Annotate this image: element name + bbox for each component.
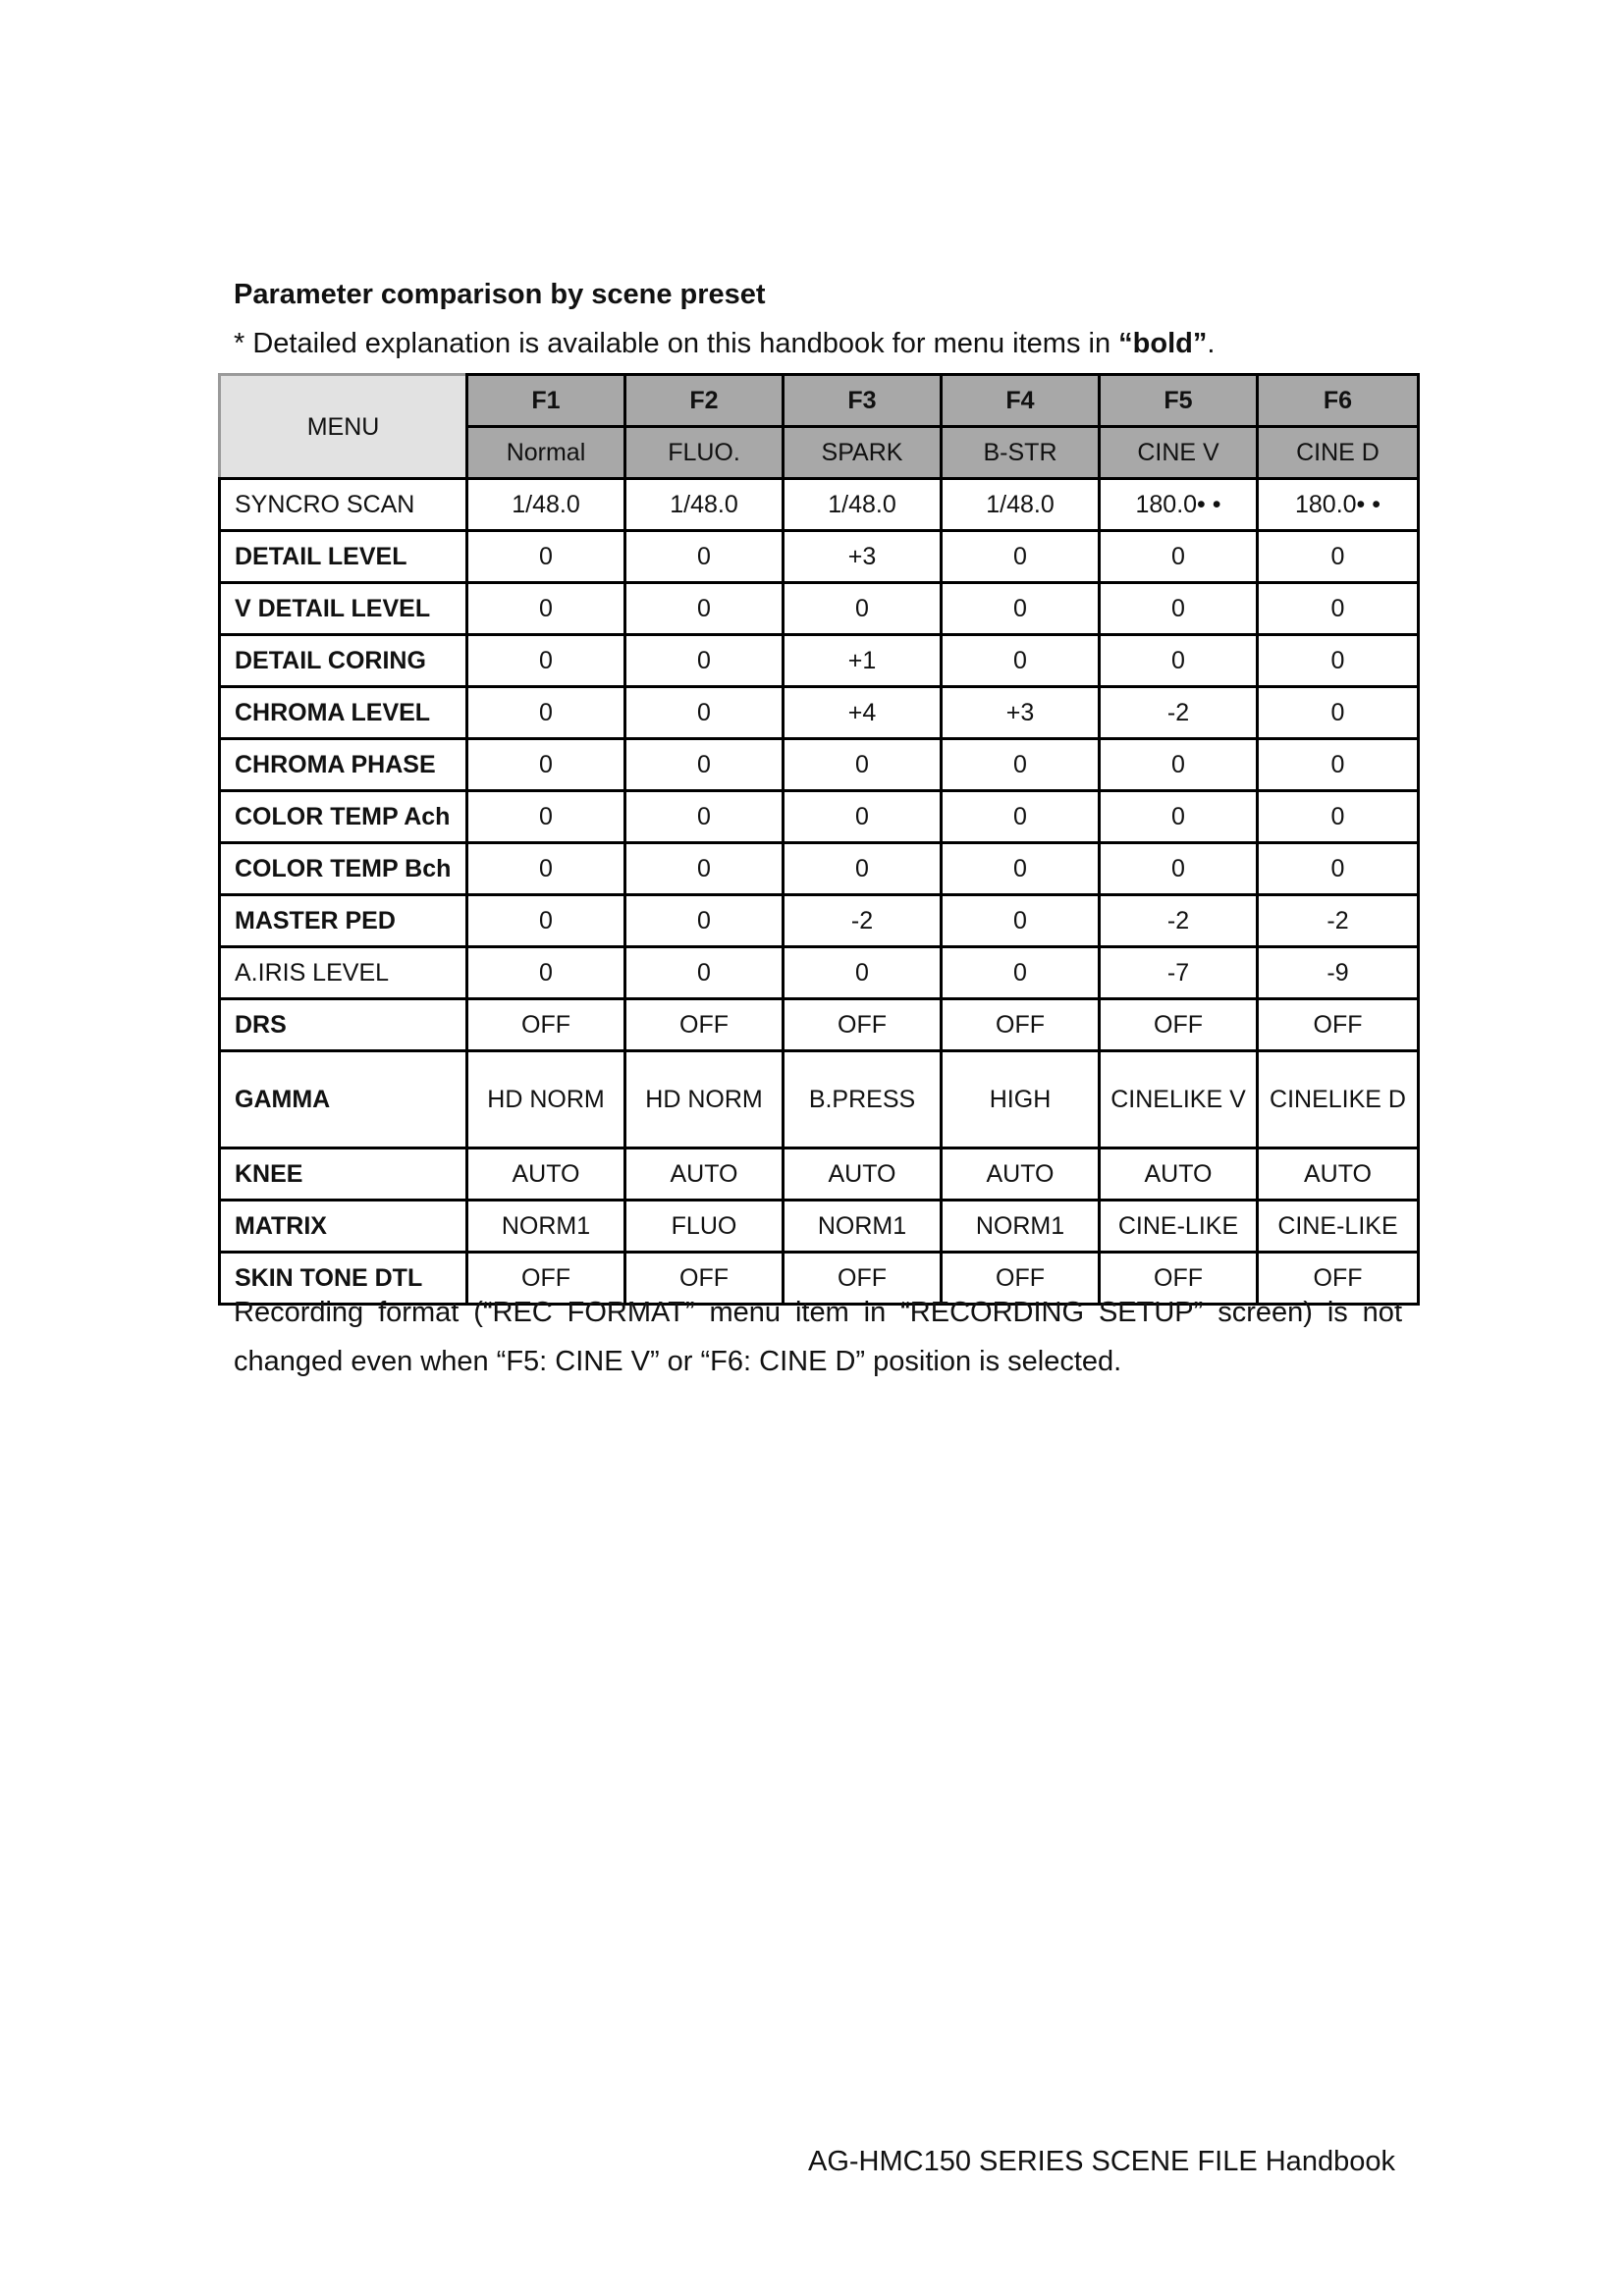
parameter-value: 0 — [942, 791, 1100, 843]
parameter-value: 0 — [942, 739, 1100, 791]
preset-code: F1 — [467, 375, 625, 427]
parameter-value: OFF — [784, 999, 942, 1051]
parameter-value: AUTO — [942, 1148, 1100, 1201]
parameter-value: CINE-LIKE — [1100, 1201, 1258, 1253]
parameter-value: OFF — [625, 1253, 784, 1305]
parameter-value: 0 — [784, 843, 942, 895]
parameter-value: AUTO — [1258, 1148, 1419, 1201]
table-row — [220, 739, 1419, 791]
parameter-value: CINELIKE V — [1100, 1051, 1258, 1148]
parameter-value: 1/48.0 — [942, 479, 1100, 531]
parameter-name: DETAIL LEVEL — [220, 531, 467, 583]
note-suffix: . — [1207, 328, 1216, 359]
parameter-value: FLUO — [625, 1201, 784, 1253]
parameter-value: 0 — [467, 791, 625, 843]
parameter-name: MASTER PED — [220, 895, 467, 947]
parameter-value: OFF — [942, 999, 1100, 1051]
preset-name: CINE D — [1258, 427, 1419, 479]
parameter-value: 0 — [784, 947, 942, 999]
table-row — [220, 479, 1419, 531]
parameter-value: OFF — [942, 1253, 1100, 1305]
parameter-value: 0 — [1100, 791, 1258, 843]
parameter-value: 0 — [1100, 739, 1258, 791]
parameter-value: -2 — [1258, 895, 1419, 947]
parameter-value: 0 — [942, 531, 1100, 583]
parameter-value: -7 — [1100, 947, 1258, 999]
preset-name: FLUO. — [625, 427, 784, 479]
parameter-value: 0 — [1258, 739, 1419, 791]
parameter-name: GAMMA — [220, 1051, 467, 1148]
parameter-value: 1/48.0 — [467, 479, 625, 531]
parameter-name: SYNCRO SCAN — [220, 479, 467, 531]
preset-name: Normal — [467, 427, 625, 479]
table-row — [220, 791, 1419, 843]
parameter-value: 0 — [467, 687, 625, 739]
parameter-value: 0 — [784, 583, 942, 635]
parameter-name: SKIN TONE DTL — [220, 1253, 467, 1305]
table-row — [220, 635, 1419, 687]
parameter-value: 0 — [1100, 583, 1258, 635]
parameter-value: +3 — [784, 531, 942, 583]
parameter-value: 0 — [942, 947, 1100, 999]
parameter-value: 0 — [1258, 687, 1419, 739]
parameter-value: 0 — [467, 739, 625, 791]
parameter-value: NORM1 — [784, 1201, 942, 1253]
preset-name: B-STR — [942, 427, 1100, 479]
parameter-value: OFF — [1100, 999, 1258, 1051]
parameter-value: +1 — [784, 635, 942, 687]
table-row — [220, 947, 1419, 999]
parameter-value: 1/48.0 — [625, 479, 784, 531]
table-row — [220, 1148, 1419, 1201]
parameter-value: 180.0• • — [1258, 479, 1419, 531]
parameter-value: 0 — [784, 739, 942, 791]
parameter-value: OFF — [784, 1253, 942, 1305]
preset-code: F3 — [784, 375, 942, 427]
parameter-value: 0 — [942, 583, 1100, 635]
parameter-value: OFF — [625, 999, 784, 1051]
parameter-value: 0 — [1100, 531, 1258, 583]
parameter-value: 0 — [467, 635, 625, 687]
parameter-value: OFF — [467, 1253, 625, 1305]
parameter-value: AUTO — [784, 1148, 942, 1201]
preset-code-row — [220, 375, 1419, 427]
parameter-value: 0 — [467, 531, 625, 583]
parameter-value: 0 — [467, 895, 625, 947]
parameter-value: 0 — [625, 635, 784, 687]
menu-header: MENU — [220, 375, 467, 479]
table-row — [220, 843, 1419, 895]
preset-code: F4 — [942, 375, 1100, 427]
parameter-name: COLOR TEMP Bch — [220, 843, 467, 895]
parameter-value: 0 — [625, 531, 784, 583]
parameter-name: KNEE — [220, 1148, 467, 1201]
parameter-value: -9 — [1258, 947, 1419, 999]
parameter-value: B.PRESS — [784, 1051, 942, 1148]
parameter-name: COLOR TEMP Ach — [220, 791, 467, 843]
parameter-value: 0 — [467, 583, 625, 635]
parameter-value: CINELIKE D — [1258, 1051, 1419, 1148]
parameter-value: 0 — [625, 583, 784, 635]
parameter-name: DRS — [220, 999, 467, 1051]
parameter-value: +3 — [942, 687, 1100, 739]
parameter-value: AUTO — [1100, 1148, 1258, 1201]
parameter-value: 0 — [1100, 843, 1258, 895]
parameter-value: OFF — [1258, 999, 1419, 1051]
parameter-value: 0 — [467, 947, 625, 999]
parameter-value: CINE-LIKE — [1258, 1201, 1419, 1253]
preset-code: F2 — [625, 375, 784, 427]
table-row — [220, 583, 1419, 635]
recording-format-note: Recording format (“REC FORMAT” menu item in “RECORDING SETUP” screen) is not changed even when “F5: CINE V” or “F6: CINE D” position is selected. — [234, 1297, 1402, 1377]
scene-preset-table — [218, 373, 1420, 1306]
parameter-value: NORM1 — [942, 1201, 1100, 1253]
table-row — [220, 1201, 1419, 1253]
parameter-value: OFF — [467, 999, 625, 1051]
table-row — [220, 687, 1419, 739]
parameter-value: 0 — [625, 739, 784, 791]
preset-code: F5 — [1100, 375, 1258, 427]
parameter-value: 0 — [784, 791, 942, 843]
parameter-value: 0 — [942, 895, 1100, 947]
preset-code: F6 — [1258, 375, 1419, 427]
table-row — [220, 1051, 1419, 1148]
parameter-name: DETAIL CORING — [220, 635, 467, 687]
parameter-value: -2 — [1100, 895, 1258, 947]
bold-items-note — [234, 328, 1215, 360]
preset-name: CINE V — [1100, 427, 1258, 479]
table-row — [220, 895, 1419, 947]
parameter-value: HIGH — [942, 1051, 1100, 1148]
parameter-value: +4 — [784, 687, 942, 739]
parameter-value: HD NORM — [625, 1051, 784, 1148]
handbook-footer: AG-HMC150 SERIES SCENE FILE Handbook — [808, 2146, 1395, 2177]
table-row — [220, 999, 1419, 1051]
parameter-value: OFF — [1258, 1253, 1419, 1305]
parameter-value: NORM1 — [467, 1201, 625, 1253]
table-row — [220, 531, 1419, 583]
parameter-value: 0 — [1258, 791, 1419, 843]
parameter-value: 0 — [1258, 583, 1419, 635]
parameter-value: 0 — [625, 895, 784, 947]
parameter-name: A.IRIS LEVEL — [220, 947, 467, 999]
page-title: Parameter comparison by scene preset — [234, 279, 766, 310]
parameter-value: HD NORM — [467, 1051, 625, 1148]
note-emphasis: “bold” — [1118, 328, 1208, 359]
parameter-name: CHROMA PHASE — [220, 739, 467, 791]
note-text: * Detailed explanation is available on this handbook for menu items in — [234, 328, 1119, 359]
parameter-value: 0 — [625, 947, 784, 999]
parameter-value: 1/48.0 — [784, 479, 942, 531]
preset-name: SPARK — [784, 427, 942, 479]
parameter-value: 0 — [625, 843, 784, 895]
parameter-rows — [220, 479, 1419, 1305]
parameter-value: 0 — [942, 843, 1100, 895]
parameter-value: 0 — [1258, 531, 1419, 583]
parameter-value: 0 — [625, 687, 784, 739]
parameter-name: MATRIX — [220, 1201, 467, 1253]
parameter-value: OFF — [1100, 1253, 1258, 1305]
parameter-value: 0 — [1258, 843, 1419, 895]
parameter-value: 0 — [1100, 635, 1258, 687]
parameter-value: 0 — [467, 843, 625, 895]
parameter-value: 180.0• • — [1100, 479, 1258, 531]
parameter-value: 0 — [625, 791, 784, 843]
parameter-value: AUTO — [467, 1148, 625, 1201]
parameter-name: CHROMA LEVEL — [220, 687, 467, 739]
parameter-value: 0 — [1258, 635, 1419, 687]
parameter-value: -2 — [784, 895, 942, 947]
parameter-value: 0 — [942, 635, 1100, 687]
parameter-value: -2 — [1100, 687, 1258, 739]
parameter-value: AUTO — [625, 1148, 784, 1201]
parameter-name: V DETAIL LEVEL — [220, 583, 467, 635]
